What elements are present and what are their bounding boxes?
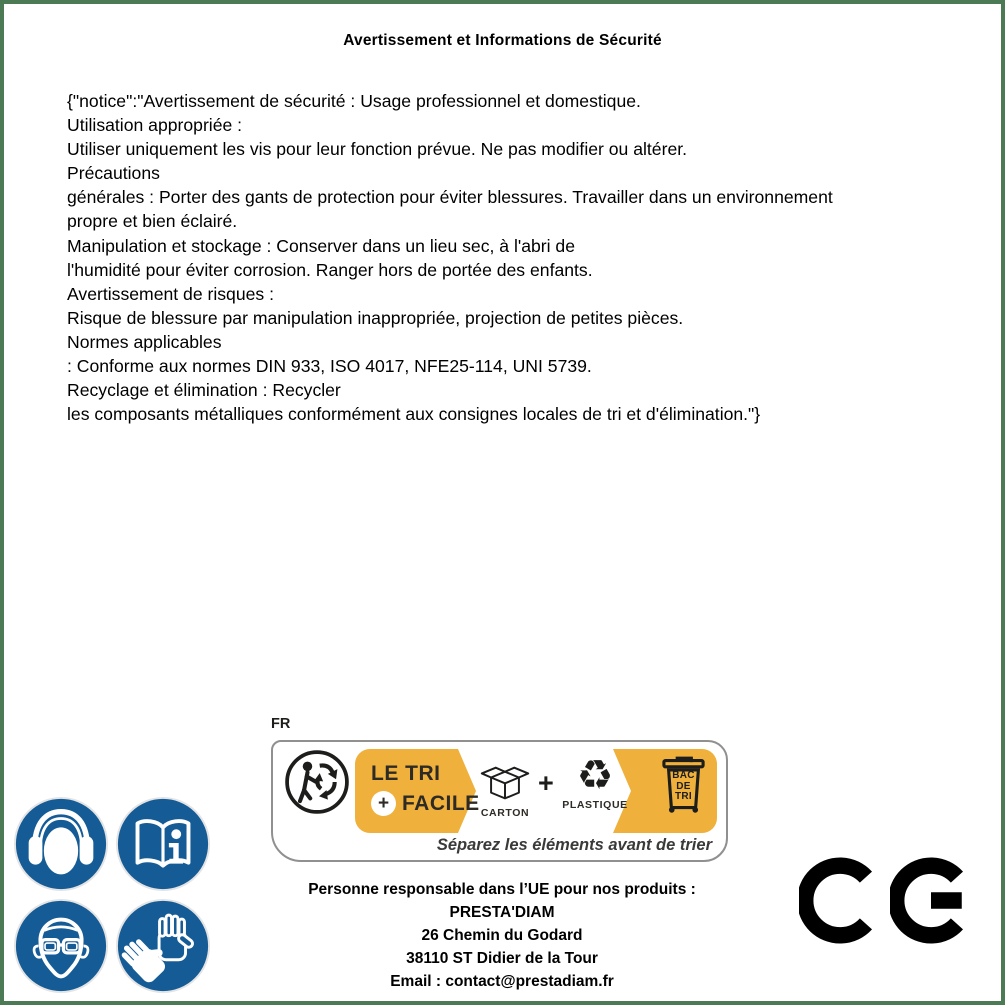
responsible-line: Personne responsable dans l’UE pour nos produits :	[308, 881, 696, 898]
read-manual-icon	[114, 795, 212, 893]
carton-box-icon	[476, 760, 534, 802]
tri-facile-text	[371, 762, 480, 816]
notice-line: générales : Porter des gants de protection pour éviter blessures. Travailler dans un environnement	[67, 187, 833, 208]
country-code: FR	[271, 716, 291, 732]
bin-label: BAC DE TRI	[672, 770, 695, 802]
notice-line: les composants métalliques conformément aux consignes locales de tri et d'élimination."}	[67, 404, 761, 425]
carton-material	[475, 760, 535, 819]
notice-line: Utilisation appropriée :	[67, 115, 243, 136]
ce-marking-icon	[799, 849, 972, 952]
notice-line: Normes applicables	[67, 331, 222, 352]
responsible-person-block	[257, 878, 747, 993]
notice-line: Recyclage et élimination : Recycler	[67, 380, 341, 401]
notice-line: l'humidité pour éviter corrosion. Ranger hors de portée des enfants.	[67, 259, 593, 280]
facile-text: FACILE	[402, 791, 480, 815]
triman-icon	[283, 748, 351, 816]
notice-line: Manipulation et stockage : Conserver dans un lieu sec, à l'abri de	[67, 235, 576, 256]
eye-protection-icon	[12, 897, 110, 995]
address-line: 38110 ST Didier de la Tour	[406, 950, 598, 967]
plastique-material	[559, 752, 631, 811]
recycling-symbol-icon: ♻	[576, 752, 614, 798]
notice-line: propre et bien éclairé.	[67, 211, 238, 232]
hand-protection-icon	[114, 897, 212, 995]
address-line: 26 Chemin du Godard	[421, 927, 583, 944]
ear-protection-icon	[12, 795, 110, 893]
page-title: Avertissement et Informations de Sécurité	[343, 32, 662, 49]
plus-circle-icon: +	[371, 791, 396, 816]
carton-label: CARTON	[480, 807, 530, 819]
le-tri-text: LE TRI	[371, 762, 441, 785]
notice-line: Précautions	[67, 163, 160, 184]
notice-line: Utiliser uniquement les vis pour leur fonction prévue. Ne pas modifier ou altérer.	[67, 139, 687, 160]
plus-separator: +	[538, 768, 554, 798]
safety-notice-text	[67, 89, 967, 426]
notice-line: Risque de blessure par manipulation inappropriée, projection de petites pièces.	[67, 307, 684, 328]
sorting-bin-icon	[660, 751, 707, 817]
notice-line: {"notice":"Avertissement de sécurité : Usage professionnel et domestique.	[67, 91, 641, 111]
email-line: Email : contact@prestadiam.fr	[390, 973, 614, 990]
sorting-instruction: Séparez les éléments avant de trier	[436, 836, 712, 854]
plastique-label: PLASTIQUE	[562, 799, 628, 811]
info-tri-label	[271, 740, 728, 862]
company-name: PRESTA'DIAM	[449, 904, 555, 921]
notice-line: Avertissement de risques :	[67, 283, 274, 304]
notice-line: : Conforme aux normes DIN 933, ISO 4017, NFE25-114, UNI 5739.	[67, 356, 592, 377]
